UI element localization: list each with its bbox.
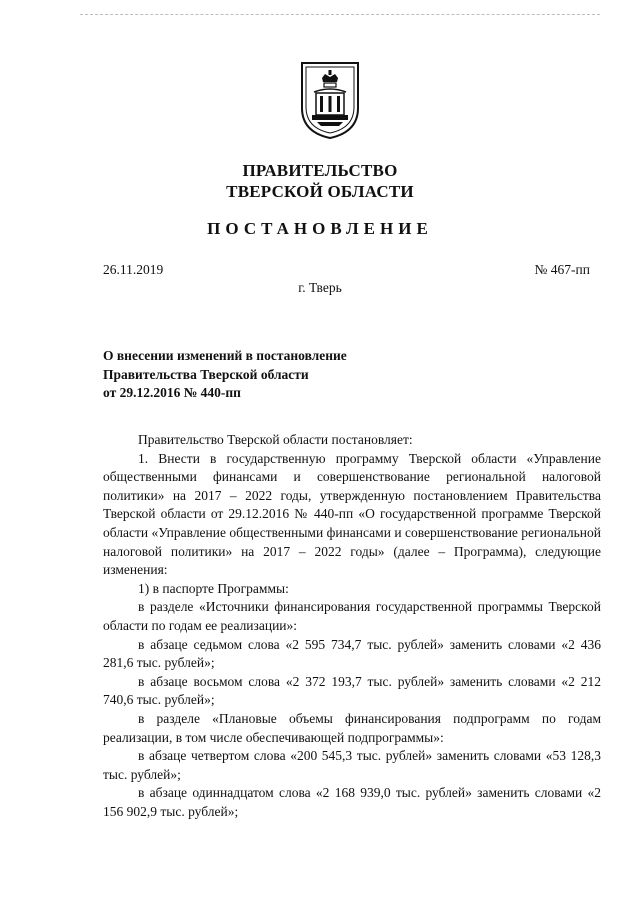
- body-paragraph: в абзаце одиннадцатом слова «2 168 939,0 тыс. рублей» заменить словами «2 156 902,9 тыс. рублей»;: [103, 785, 601, 819]
- body-paragraph: 1) в паспорте Программы:: [138, 580, 289, 596]
- document-date: 26.11.2019: [103, 262, 164, 277]
- body-paragraph: 1. Внести в государственную программу Тверской области «Управление общественными финансами и совершенствование региональной налоговой политики» на 2017 – 2022 годы, утвержденную постановлением Правительства Тверской области от 29.12.2016 № 440-пп «О государственной программе Тверской области «Управление общественными финансами и совершенствование региональной налоговой политики» на 2017 – 2022 годы» (далее – Программа), следующие изменения:: [103, 450, 601, 578]
- scan-edge-line: [80, 14, 600, 15]
- subject-line1: О внесении изменений в постановление: [103, 348, 347, 363]
- subject-line3: от 29.12.2016 № 440-пп: [103, 385, 241, 400]
- coat-of-arms-icon: [299, 60, 361, 140]
- document-type: ПОСТАНОВЛЕНИЕ: [207, 219, 433, 238]
- body-paragraph: в абзаце четвертом слова «200 545,3 тыс. рублей» заменить словами «53 128,3 тыс. рублей»;: [103, 748, 601, 782]
- government-name-line1: ПРАВИТЕЛЬСТВО: [242, 161, 398, 180]
- body-paragraph: в разделе «Плановые объемы финансирования подпрограмм по годам реализации, в том числе обеспечивающей подпрограммы»:: [103, 710, 601, 745]
- document-city: г. Тверь: [298, 280, 342, 295]
- document-number: № 467-пп: [534, 262, 590, 277]
- body-paragraph: в абзаце восьмом слова «2 372 193,7 тыс. рублей» заменить словами «2 212 740,6 тыс. рублей»;: [103, 673, 601, 708]
- government-name: [0, 160, 640, 202]
- body-paragraph: Правительство Тверской области постановляет:: [138, 432, 413, 447]
- government-name-line2: ТВЕРСКОЙ ОБЛАСТИ: [226, 182, 414, 201]
- document-body: [103, 431, 601, 821]
- subject-line2: Правительства Тверской области: [103, 366, 309, 382]
- document-subject: [103, 347, 347, 403]
- body-paragraph: в абзаце седьмом слова «2 595 734,7 тыс. рублей» заменить словами «2 436 281,6 тыс. рублей»;: [103, 636, 601, 671]
- body-paragraph: в разделе «Источники финансирования государственной программы Тверской области по годам ее реализации»:: [103, 599, 601, 633]
